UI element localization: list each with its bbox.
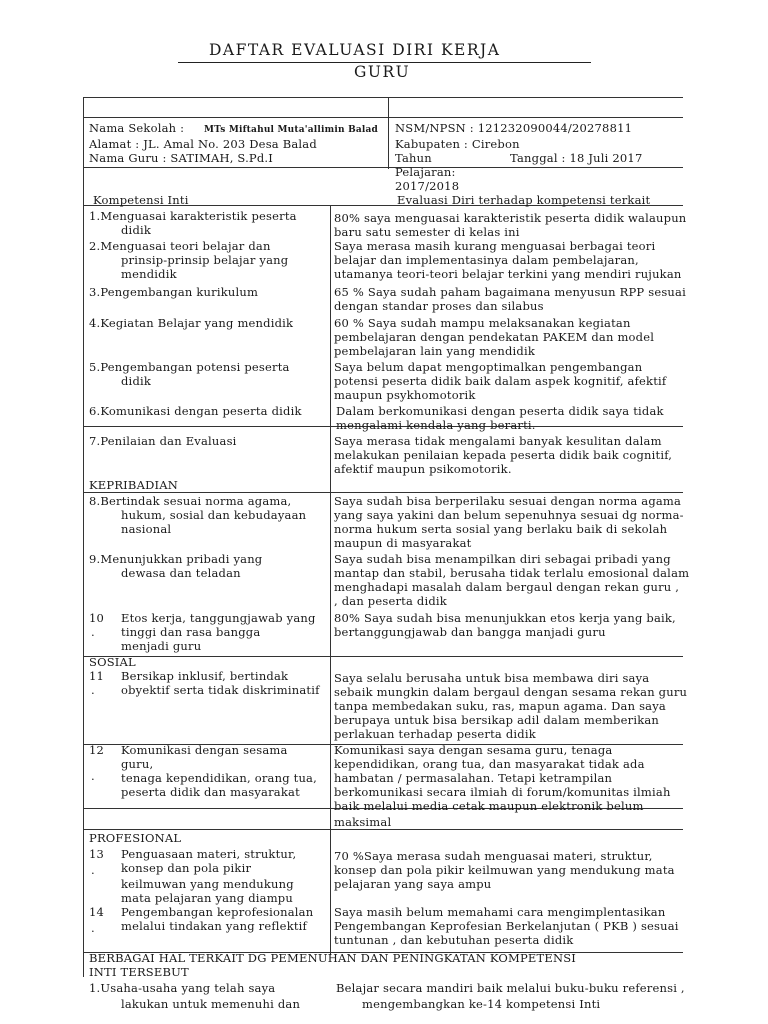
evaluation-text: 60 % Saya sudah mampu melaksanakan kegiatan	[334, 316, 631, 330]
list-item: guru,	[121, 757, 154, 771]
header-evaluasi: Evaluasi Diri terhadap kompetensi terkait	[397, 193, 651, 207]
list-item: 8.Bertindak sesuai norma agama,	[89, 494, 292, 508]
row-number-dot: .	[91, 863, 95, 877]
evaluation-text: 70 %Saya merasa sudah menguasai materi, struktur,	[334, 849, 653, 863]
list-item: melalui tindakan yang reflektif	[121, 919, 308, 933]
row-number: 14	[89, 905, 105, 919]
list-item: mata pelajaran yang diampu	[121, 891, 293, 905]
evaluation-text: mengalami kendala yang berarti.	[336, 418, 536, 432]
evaluation-text: utamanya teori-teori belajar terkini yang mendiri rujukan	[334, 267, 682, 281]
evaluation-text: 80% Saya sudah bisa menunjukkan etos kerja yang baik,	[334, 611, 676, 625]
list-item: prinsip-prinsip belajar yang	[121, 253, 289, 267]
section-berbagai-hal-line2: INTI TERSEBUT	[89, 965, 189, 979]
row-number-dot: .	[91, 683, 95, 697]
evaluation-text: norma hukum serta sosial yang berlaku baik di sekolah	[334, 522, 668, 536]
evaluation-text: Saya sudah bisa menampilkan diri sebagai pribadi yang	[334, 552, 671, 566]
tanggal: Tanggal : 18 Juli 2017	[510, 151, 643, 165]
list-item: keilmuwan yang mendukung	[121, 877, 294, 891]
nama-sekolah-label: Nama Sekolah :	[89, 121, 185, 135]
row-number: 11	[89, 669, 105, 683]
evaluation-text: pembelajaran lain yang mendidik	[334, 344, 536, 358]
list-item: mendidik	[121, 267, 177, 281]
list-item: didik	[121, 223, 152, 237]
evaluation-text: maksimal	[334, 815, 392, 829]
evaluation-text: Saya sudah bisa berperilaku sesuai dengan norma agama	[334, 494, 682, 508]
list-item: 6.Komunikasi dengan peserta didik	[89, 404, 302, 418]
nama-guru: Nama Guru : SATIMAH, S.Pd.I	[89, 151, 274, 165]
evaluation-text: maupun psykhomotorik	[334, 388, 476, 402]
evaluation-text: tanpa membedakan suku, ras, mapun agama. Dan saya	[334, 699, 666, 713]
evaluation-text: baik melalui media cetak maupun elektronik belum	[334, 799, 644, 813]
kabupaten: Kabupaten : Cirebon	[395, 137, 520, 151]
evaluation-text: konsep dan pola pikir keilmuwan yang mendukung mata	[334, 863, 675, 877]
evaluation-text: pembelajaran dengan pendekatan PAKEM dan model	[334, 330, 655, 344]
evaluation-text: dengan standar proses dan silabus	[334, 299, 544, 313]
list-item: peserta didik dan masyarakat	[121, 785, 300, 799]
evaluation-text: Saya belum dapat mengoptimalkan pengembangan	[334, 360, 643, 374]
tahun-label: Tahun	[395, 151, 432, 165]
evaluation-text: afektif maupun psikomotorik.	[334, 462, 512, 476]
evaluation-text: potensi peserta didik baik dalam aspek kognitif, afektif	[334, 374, 667, 388]
evaluation-text: Saya selalu berusaha untuk bisa membawa diri saya	[334, 671, 650, 685]
evaluation-text: kependidikan, orang tua, dan masyarakat tidak ada	[334, 757, 645, 771]
section-berbagai-hal: BERBAGAI HAL TERKAIT DG PEMENUHAN DAN PENINGKATAN KOMPETENSI	[89, 951, 577, 965]
list-item: hukum, sosial dan kebudayaan	[121, 508, 307, 522]
evaluation-text: hambatan / permasalahan. Tetapi ketrampilan	[334, 771, 613, 785]
list-item: tenaga kependidikan, orang tua,	[121, 771, 317, 785]
row-number-dot: .	[91, 625, 95, 639]
evaluation-text: perlakuan terhadap peserta didik	[334, 727, 536, 741]
list-item: menjadi guru	[121, 639, 202, 653]
page-title: DAFTAR EVALUASI DIRI KERJA	[209, 41, 501, 59]
evaluation-text: mantap dan stabil, berusaha tidak terlalu emosional dalam	[334, 566, 690, 580]
evaluation-text: Pengembangan Keprofesian Berkelanjutan ( PKB ) sesuai	[334, 919, 679, 933]
header-kompetensi: Kompetensi Inti	[93, 193, 189, 207]
evaluation-text: Saya masih belum memahami cara mengimplentasikan	[334, 905, 666, 919]
evaluation-text: 65 % Saya sudah paham bagaimana menyusun RPP sesuai	[334, 285, 686, 299]
evaluation-text: Saya merasa tidak mengalami banyak kesulitan dalam	[334, 434, 662, 448]
list-item: nasional	[121, 522, 172, 536]
evaluation-text: maupun di masyarakat	[334, 536, 472, 550]
list-item: 9.Menunjukkan pribadi yang	[89, 552, 263, 566]
list-item: dewasa dan teladan	[121, 566, 241, 580]
evaluation-text: yang saya yakini dan belum sepenuhnya sesuai dg norma-	[334, 508, 684, 522]
evaluation-text: , dan peserta didik	[334, 594, 447, 608]
evaluation-text: Komunikasi saya dengan sesama guru, tenaga	[334, 743, 613, 757]
list-item: 4.Kegiatan Belajar yang mendidik	[89, 316, 294, 330]
evaluation-text: Saya merasa masih kurang menguasai berbagai teori	[334, 239, 656, 253]
tahun-ajaran: 2017/2018	[395, 179, 460, 193]
row-number-dot: .	[91, 769, 95, 783]
nsm-npsn: NSM/NPSN : 121232090044/20278811	[395, 121, 633, 135]
row-number: 13	[89, 847, 105, 861]
list-item: 7.Penilaian dan Evaluasi	[89, 434, 237, 448]
row-number: 12	[89, 743, 105, 757]
evaluation-text: belajar dan implementasinya dalam pembelajaran,	[334, 253, 639, 267]
pelajaran-label: Pelajaran:	[395, 165, 456, 179]
list-item: 1.Usaha-usaha yang telah saya	[89, 981, 276, 995]
alamat: Alamat : JL. Amal No. 203 Desa Balad	[89, 137, 317, 151]
evaluation-text: 80% saya menguasai karakteristik peserta didik walaupun	[334, 211, 687, 225]
list-item: 5.Pengembangan potensi peserta	[89, 360, 290, 374]
evaluation-text: Belajar secara mandiri baik melalui buku-buku referensi ,	[336, 981, 685, 995]
list-item: obyektif serta tidak diskriminatif	[121, 683, 320, 697]
list-item: Penguasaan materi, struktur,	[121, 847, 297, 861]
section-sosial: SOSIAL	[89, 655, 136, 669]
evaluation-text: tuntunan , dan kebutuhan peserta didik	[334, 933, 574, 947]
list-item: Etos kerja, tanggungjawab yang	[121, 611, 316, 625]
list-item: Komunikasi dengan sesama	[121, 743, 288, 757]
row-number-dot: .	[91, 921, 95, 935]
list-item: lakukan untuk memenuhi dan	[121, 997, 301, 1011]
evaluation-text: sebaik mungkin dalam bergaul dengan sesama rekan guru	[334, 685, 688, 699]
list-item: 1.Menguasai karakteristik peserta	[89, 209, 297, 223]
section-profesional: PROFESIONAL	[89, 831, 182, 845]
list-item: 3.Pengembangan kurikulum	[89, 285, 259, 299]
evaluation-text: Dalam berkomunikasi dengan peserta didik saya tidak	[336, 404, 664, 418]
nama-sekolah-value: MTs Miftahul Muta'allimin Balad	[204, 125, 379, 135]
list-item: 2.Menguasai teori belajar dan	[89, 239, 271, 253]
list-item: Pengembangan keprofesionalan	[121, 905, 314, 919]
page-subtitle: GURU	[354, 63, 411, 81]
section-kepribadian: KEPRIBADIAN	[89, 478, 179, 492]
evaluation-text: berupaya untuk bisa bersikap adil dalam memberikan	[334, 713, 660, 727]
list-item: tinggi dan rasa bangga	[121, 625, 261, 639]
evaluation-text: bertanggungjawab dan bangga manjadi guru	[334, 625, 606, 639]
evaluation-text: melakukan penilaian kepada peserta didik baik cognitif,	[334, 448, 673, 462]
list-item: konsep dan pola pikir	[121, 861, 252, 875]
list-item: didik	[121, 374, 152, 388]
evaluation-text: mengembangkan ke-14 kompetensi Inti	[362, 997, 601, 1011]
evaluation-text: baru satu semester di kelas ini	[334, 225, 520, 239]
evaluation-text: berkomunikasi secara ilmiah di forum/komunitas ilmiah	[334, 785, 671, 799]
evaluation-text: menghadapi masalah dalam bergaul dengan rekan guru ,	[334, 580, 680, 594]
evaluation-text: pelajaran yang saya ampu	[334, 877, 492, 891]
row-number: 10	[89, 611, 105, 625]
list-item: Bersikap inklusif, bertindak	[121, 669, 289, 683]
